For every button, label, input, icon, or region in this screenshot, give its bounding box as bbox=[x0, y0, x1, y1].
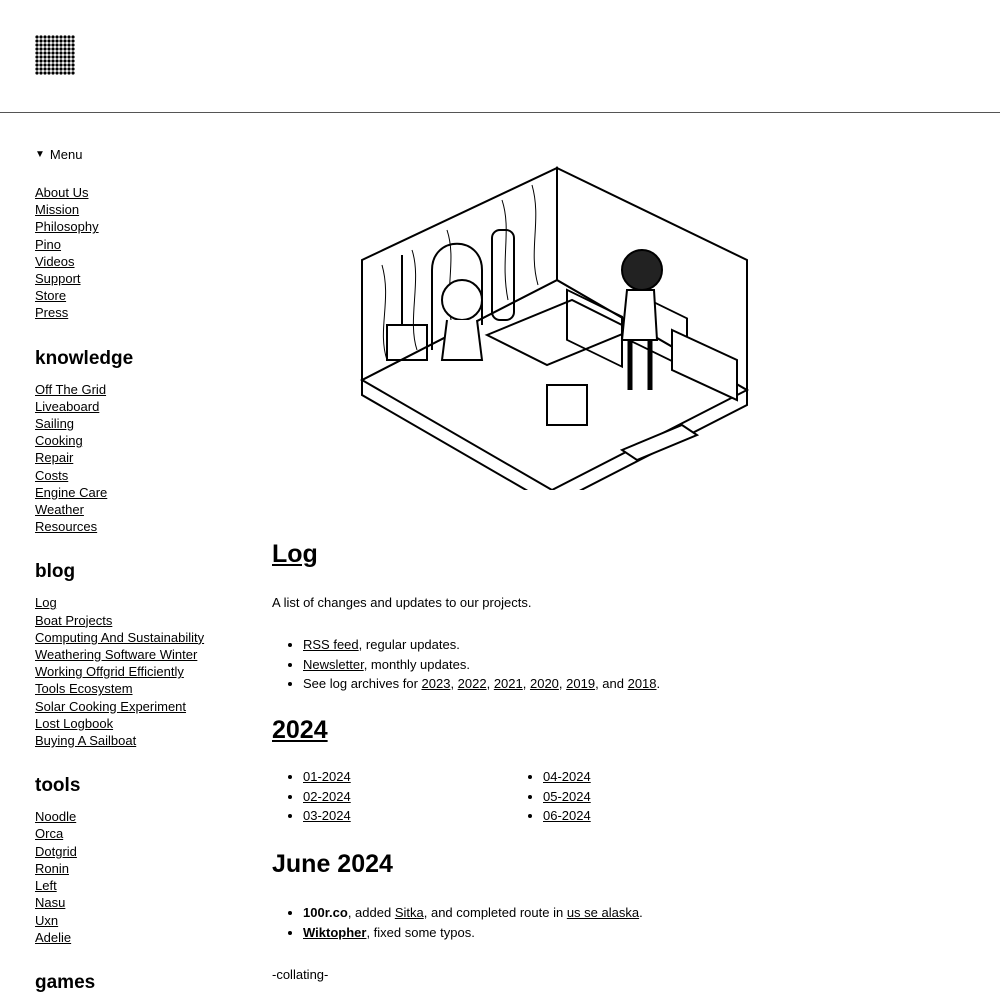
logo-dot bbox=[71, 59, 74, 62]
logo-dot bbox=[47, 67, 50, 70]
month-link-05-2024[interactable]: 05-2024 bbox=[543, 788, 591, 804]
logo-dot bbox=[67, 59, 70, 62]
month-heading: June 2024 bbox=[272, 850, 393, 878]
logo-dot bbox=[39, 39, 42, 42]
logo-dot bbox=[43, 71, 46, 74]
collating-note: -collating- bbox=[272, 967, 329, 982]
update-text: . bbox=[639, 905, 643, 920]
logo-dot bbox=[63, 63, 66, 66]
logo-dot bbox=[39, 67, 42, 70]
nav-link-noodle[interactable]: Noodle bbox=[35, 809, 77, 825]
list-item bbox=[303, 635, 660, 655]
nav-link-weathering-software-winter[interactable]: Weathering Software Winter bbox=[35, 647, 198, 663]
list-item bbox=[303, 655, 660, 675]
nav-link-press[interactable]: Press bbox=[35, 305, 69, 321]
logo-dot bbox=[59, 55, 62, 58]
month-link-04-2024[interactable]: 04-2024 bbox=[543, 769, 591, 784]
nav-link-solar-cooking[interactable]: Solar Cooking Experiment bbox=[35, 698, 187, 714]
list-item bbox=[303, 789, 543, 809]
nav-link-support[interactable]: Support bbox=[35, 271, 81, 287]
update-text: , added bbox=[347, 905, 395, 920]
archive-link-2020[interactable]: 2020 bbox=[529, 676, 559, 692]
feed-links-list bbox=[272, 635, 660, 694]
logo-dot bbox=[39, 59, 42, 62]
list-item bbox=[303, 769, 543, 789]
logo-dot bbox=[43, 43, 46, 46]
nav-link-tools-ecosystem[interactable]: Tools Ecosystem bbox=[35, 681, 133, 697]
months-list bbox=[272, 769, 823, 828]
logo-dot bbox=[39, 55, 42, 58]
logo-dot bbox=[47, 63, 50, 66]
nav-link-engine-care[interactable]: Engine Care bbox=[35, 484, 108, 500]
logo-dot bbox=[67, 55, 70, 58]
logo-dot bbox=[47, 39, 50, 42]
nav-link-ronin[interactable]: Ronin bbox=[35, 860, 69, 876]
archive-link-2023[interactable]: 2023 bbox=[421, 676, 451, 692]
list-item bbox=[303, 923, 643, 943]
nav-heading-tools: tools bbox=[35, 775, 81, 797]
nav-link-videos[interactable]: Videos bbox=[35, 253, 75, 269]
year-heading bbox=[272, 716, 328, 745]
updates-list bbox=[272, 903, 643, 942]
archive-link-2019[interactable]: 2019 bbox=[566, 676, 596, 692]
logo-dot bbox=[35, 51, 38, 54]
list-item bbox=[543, 789, 783, 809]
person-right-head bbox=[622, 250, 662, 290]
nav-blog-list bbox=[35, 594, 250, 749]
logo-dot bbox=[63, 67, 66, 70]
nav-tools-list bbox=[35, 808, 250, 946]
nav-heading-games: games bbox=[35, 971, 96, 993]
nav-link-liveaboard[interactable]: Liveaboard bbox=[35, 398, 100, 414]
nav-link-sailing[interactable]: Sailing bbox=[35, 416, 75, 432]
nav-link-store[interactable]: Store bbox=[35, 288, 67, 304]
nav-link-orca[interactable]: Orca bbox=[35, 826, 64, 842]
logo-dot bbox=[55, 55, 58, 58]
logo-dot bbox=[71, 71, 74, 74]
sitka-link[interactable]: Sitka bbox=[394, 905, 424, 920]
nav-link-mission[interactable]: Mission bbox=[35, 202, 80, 218]
logo-dot bbox=[71, 63, 74, 66]
update-project-100r: 100r.co bbox=[303, 905, 348, 920]
month-link-03-2024[interactable]: 03-2024 bbox=[303, 808, 351, 824]
logo-dot bbox=[71, 35, 74, 38]
logo-dot bbox=[39, 47, 42, 50]
logo-dot bbox=[67, 39, 70, 42]
nav-link-log[interactable]: Log bbox=[35, 595, 57, 611]
logo-dot bbox=[43, 67, 46, 70]
nav-link-off-the-grid[interactable]: Off The Grid bbox=[35, 381, 107, 397]
triangle-down-icon: ▼ bbox=[35, 149, 45, 160]
logo-dot bbox=[71, 51, 74, 54]
dot-grid-logo-icon[interactable] bbox=[35, 35, 75, 75]
rss-feed-text: , regular updates. bbox=[358, 637, 460, 652]
logo-dot bbox=[59, 51, 62, 54]
logo-dot bbox=[63, 51, 66, 54]
logo-dot bbox=[67, 51, 70, 54]
nav-link-weather[interactable]: Weather bbox=[35, 502, 84, 518]
logo-dot bbox=[63, 39, 66, 42]
logo-dot bbox=[55, 43, 58, 46]
update-text: , and completed route in bbox=[423, 905, 567, 920]
logo-dot bbox=[51, 63, 54, 66]
logo-dot bbox=[55, 47, 58, 50]
logo-dot bbox=[35, 67, 38, 70]
logo-dot bbox=[35, 47, 38, 50]
logo-dot bbox=[35, 39, 38, 42]
wiktopher-link[interactable]: Wiktopher bbox=[303, 924, 367, 940]
logo-dot bbox=[59, 63, 62, 66]
logo-dot bbox=[47, 47, 50, 50]
rss-feed-link[interactable]: RSS feed bbox=[303, 637, 359, 652]
logo-dot bbox=[35, 35, 38, 38]
logo-dot bbox=[67, 43, 70, 46]
nav-heading-blog: blog bbox=[35, 561, 76, 583]
logo-dot bbox=[43, 47, 46, 50]
nav-knowledge-list bbox=[35, 381, 250, 536]
archives-prefix: See log archives for bbox=[303, 676, 422, 692]
logo-dot bbox=[71, 39, 74, 42]
person-left-body bbox=[442, 320, 482, 360]
logo-dot bbox=[55, 39, 58, 42]
list-item: • See log archives for 2023, 2022, 2021, 2020, 2019, and 2018. bbox=[303, 674, 660, 694]
logo-dot bbox=[43, 63, 46, 66]
list-item bbox=[303, 903, 643, 923]
nav-link-computing-sustainability[interactable]: Computing And Sustainability bbox=[35, 629, 205, 645]
person-left-head bbox=[442, 280, 482, 320]
year-heading-link[interactable]: 2024 bbox=[272, 716, 328, 744]
archive-link-2022[interactable]: 2022 bbox=[457, 676, 487, 692]
list-item bbox=[543, 769, 783, 789]
logo-dot bbox=[51, 35, 54, 38]
logo-dot bbox=[43, 59, 46, 62]
logo-dot bbox=[67, 47, 70, 50]
logo-dot bbox=[63, 47, 66, 50]
logo-dot bbox=[39, 63, 42, 66]
us-se-alaska-link[interactable]: us se alaska bbox=[566, 905, 640, 920]
newsletter-text: , monthly updates. bbox=[363, 656, 470, 672]
logo-dot bbox=[47, 55, 50, 58]
logo-dot bbox=[63, 35, 66, 38]
logo-dot bbox=[39, 43, 42, 46]
logo-dot bbox=[51, 59, 54, 62]
logo-dot bbox=[47, 35, 50, 38]
logo-dot bbox=[51, 47, 54, 50]
archive-link-2018[interactable]: 2018 bbox=[627, 676, 657, 692]
logo-dot bbox=[51, 71, 54, 74]
logo-dot bbox=[47, 59, 50, 62]
logo-dot bbox=[67, 67, 70, 70]
logo-dot bbox=[59, 43, 62, 46]
nav-link-adelie[interactable]: Adelie bbox=[35, 929, 72, 945]
logo-dot bbox=[51, 43, 54, 46]
list-item bbox=[303, 808, 543, 828]
logo-dot bbox=[35, 63, 38, 66]
nav-link-cooking[interactable]: Cooking bbox=[35, 433, 83, 449]
nav-link-nasu[interactable]: Nasu bbox=[35, 895, 66, 911]
sidebar-nav bbox=[35, 147, 250, 1005]
nav-link-resources[interactable]: Resources bbox=[35, 519, 98, 535]
nav-link-about-us[interactable]: About Us bbox=[35, 185, 89, 200]
logo-dot bbox=[59, 47, 62, 50]
menu-toggle[interactable] bbox=[35, 147, 250, 162]
nav-link-philosophy[interactable]: Philosophy bbox=[35, 219, 99, 235]
main-content bbox=[272, 160, 972, 982]
nav-heading-knowledge: knowledge bbox=[35, 347, 134, 369]
logo-dot bbox=[43, 35, 46, 38]
logo-dot bbox=[39, 51, 42, 54]
logo-dot bbox=[51, 39, 54, 42]
update-text: , fixed some typos. bbox=[366, 924, 475, 940]
logo-dot bbox=[55, 71, 58, 74]
month-link-02-2024[interactable]: 02-2024 bbox=[303, 788, 351, 804]
logo-dot bbox=[71, 43, 74, 46]
logo-dot bbox=[43, 51, 46, 54]
logo-dot bbox=[51, 67, 54, 70]
logo-dot bbox=[55, 51, 58, 54]
logo-dot bbox=[59, 59, 62, 62]
logo-dot bbox=[59, 71, 62, 74]
logo-dot bbox=[67, 63, 70, 66]
logo-dot bbox=[63, 59, 66, 62]
chair-shape bbox=[547, 385, 587, 425]
logo-dot bbox=[51, 55, 54, 58]
logo-dot bbox=[35, 59, 38, 62]
page-title bbox=[272, 540, 318, 569]
menu-label: Menu bbox=[49, 147, 83, 162]
nav-link-buying-sailboat[interactable]: Buying A Sailboat bbox=[35, 733, 137, 749]
nav-top-list bbox=[35, 184, 250, 322]
nav-link-costs[interactable]: Costs bbox=[35, 467, 69, 483]
logo-dot bbox=[47, 43, 50, 46]
archive-link-2021[interactable]: 2021 bbox=[493, 676, 523, 692]
logo-dot bbox=[63, 71, 66, 74]
list-item bbox=[543, 808, 783, 828]
logo-dot bbox=[47, 51, 50, 54]
boat-interior-illustration bbox=[352, 160, 752, 490]
logo-dot bbox=[59, 35, 62, 38]
logo-dot bbox=[35, 71, 38, 74]
logo-dot bbox=[39, 71, 42, 74]
logo-dot bbox=[63, 55, 66, 58]
logo-dot bbox=[47, 71, 50, 74]
logo-dot bbox=[71, 55, 74, 58]
person-right-body bbox=[622, 290, 657, 340]
logo-dot bbox=[35, 55, 38, 58]
nav-link-boat-projects[interactable]: Boat Projects bbox=[35, 612, 113, 628]
nav-link-dotgrid[interactable]: Dotgrid bbox=[35, 843, 77, 859]
intro-text: A list of changes and updates to our projects. bbox=[272, 595, 532, 610]
logo-dot bbox=[43, 39, 46, 42]
logo-dot bbox=[59, 67, 62, 70]
logo-dot bbox=[39, 35, 42, 38]
nav-link-uxn[interactable]: Uxn bbox=[35, 912, 59, 928]
month-link-06-2024[interactable]: 06-2024 bbox=[543, 808, 591, 824]
nav-link-repair[interactable]: Repair bbox=[35, 450, 74, 466]
site-header bbox=[0, 0, 1000, 113]
logo-dot bbox=[71, 67, 74, 70]
nav-link-working-offgrid[interactable]: Working Offgrid Efficiently bbox=[35, 664, 184, 680]
logo-dot bbox=[43, 55, 46, 58]
logo-dot bbox=[71, 47, 74, 50]
newsletter-link[interactable]: Newsletter bbox=[303, 656, 364, 672]
logo-dot bbox=[59, 39, 62, 42]
logo-dot bbox=[55, 63, 58, 66]
logo-dot bbox=[63, 43, 66, 46]
month-link-01-2024[interactable]: 01-2024 bbox=[303, 769, 351, 784]
logo-dot bbox=[55, 35, 58, 38]
logo-dot bbox=[67, 71, 70, 74]
archives-and: , and bbox=[595, 676, 628, 692]
logo-dot bbox=[67, 35, 70, 38]
logo-dot bbox=[35, 43, 38, 46]
nav-link-lost-logbook[interactable]: Lost Logbook bbox=[35, 715, 114, 731]
logo-dot bbox=[55, 59, 58, 62]
logo-dot bbox=[55, 67, 58, 70]
nav-link-left[interactable]: Left bbox=[35, 878, 57, 894]
nav-link-pino[interactable]: Pino bbox=[35, 236, 62, 252]
logo-dot bbox=[51, 51, 54, 54]
page-title-link[interactable]: Log bbox=[272, 540, 318, 568]
